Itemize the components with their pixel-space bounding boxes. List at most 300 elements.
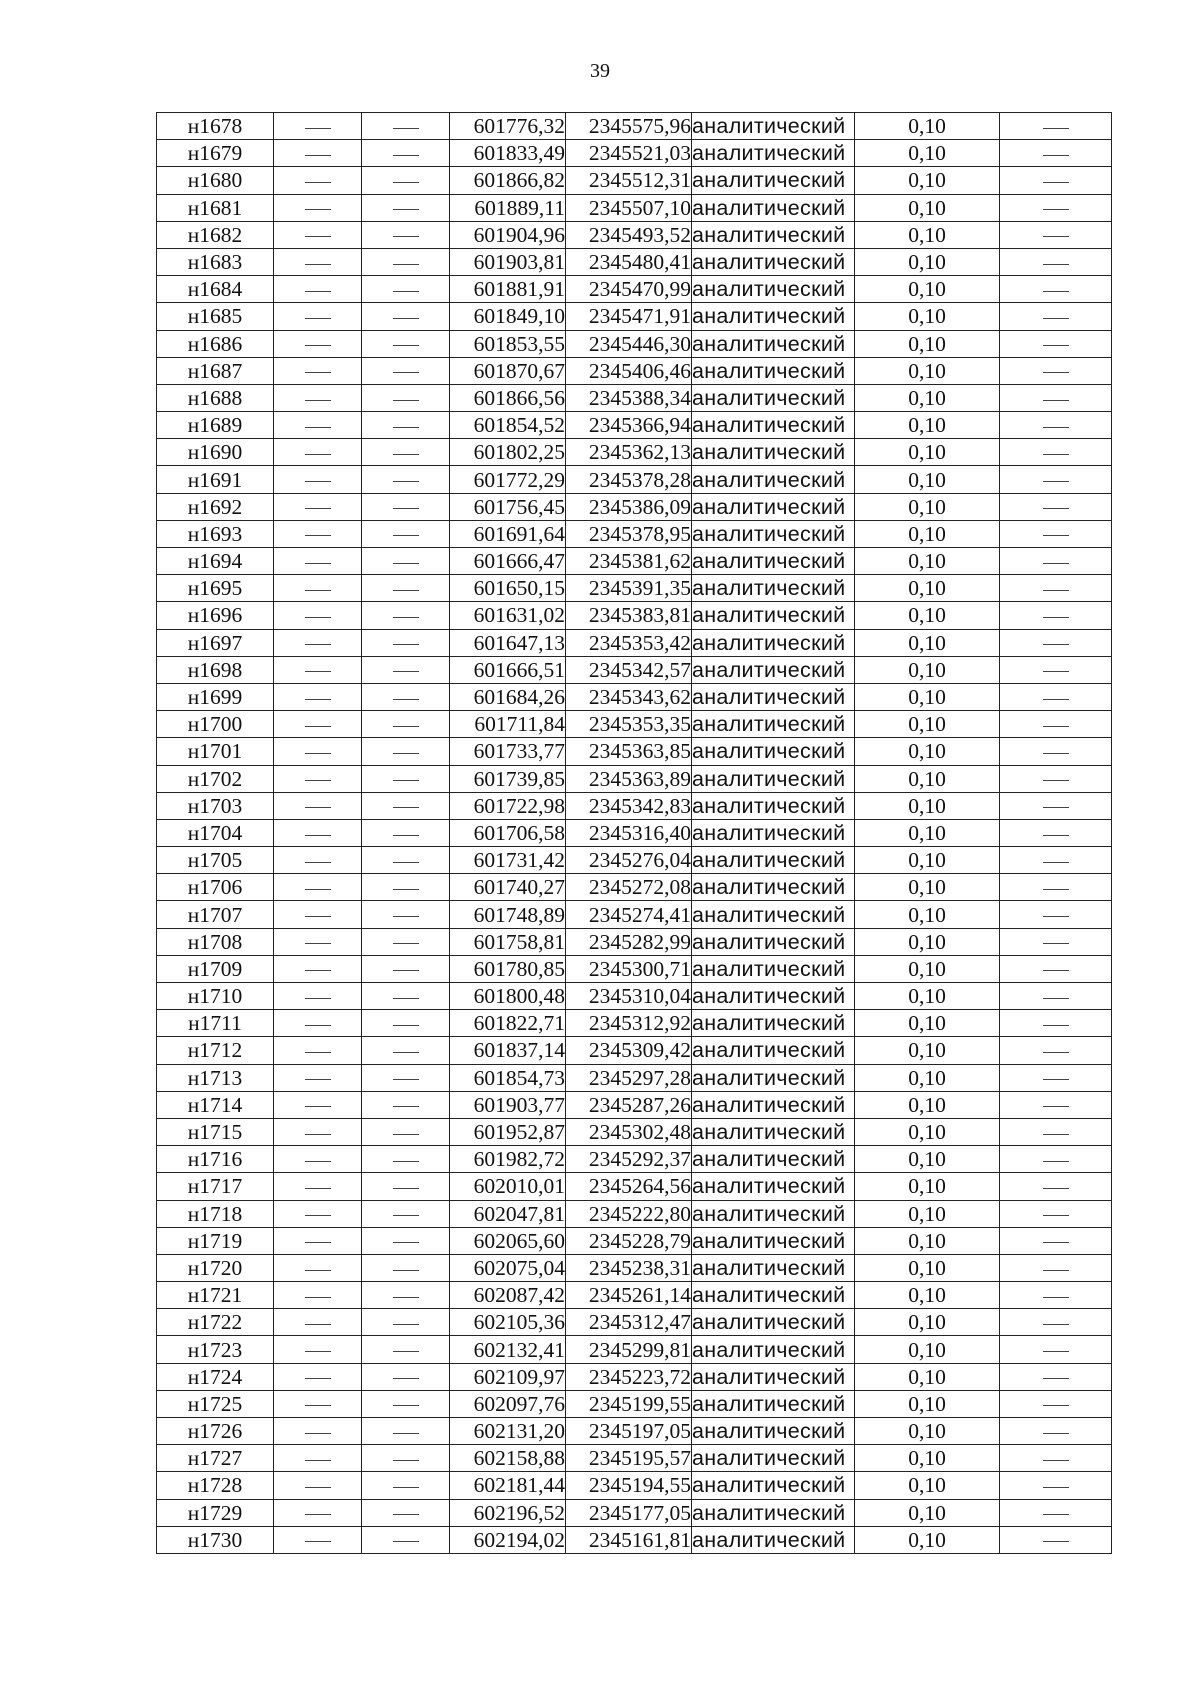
dash-mark xyxy=(1043,862,1069,863)
x-coordinate-cell: 601982,72 xyxy=(450,1146,566,1173)
accuracy-cell: 0,10 xyxy=(855,357,1000,384)
old-x-cell xyxy=(274,303,362,330)
x-coordinate-cell: 601854,52 xyxy=(450,412,566,439)
x-coordinate-cell: 601853,55 xyxy=(450,330,566,357)
dash-mark xyxy=(305,780,331,781)
dash-mark xyxy=(1043,1297,1069,1298)
y-coordinate-cell: 2345282,99 xyxy=(566,928,692,955)
description-cell xyxy=(1000,928,1112,955)
method-cell: аналитический xyxy=(692,629,855,656)
dash-mark xyxy=(305,291,331,292)
old-y-cell xyxy=(362,1254,450,1281)
old-x-cell xyxy=(274,1282,362,1309)
table-row xyxy=(157,901,1112,928)
dash-mark xyxy=(1043,699,1069,700)
dash-mark xyxy=(1043,535,1069,536)
dash-mark xyxy=(393,155,419,156)
accuracy-cell: 0,10 xyxy=(855,167,1000,194)
x-coordinate-cell: 602065,60 xyxy=(450,1227,566,1254)
table-row xyxy=(157,194,1112,221)
old-x-cell xyxy=(274,167,362,194)
description-cell xyxy=(1000,548,1112,575)
dash-mark xyxy=(1043,1378,1069,1379)
dash-mark xyxy=(393,1433,419,1434)
y-coordinate-cell: 2345378,28 xyxy=(566,466,692,493)
description-cell xyxy=(1000,466,1112,493)
method-cell: аналитический xyxy=(692,1200,855,1227)
x-coordinate-cell: 602105,36 xyxy=(450,1309,566,1336)
old-x-cell xyxy=(274,1037,362,1064)
dash-mark xyxy=(1043,128,1069,129)
table-row xyxy=(157,221,1112,248)
method-cell: аналитический xyxy=(692,602,855,629)
x-coordinate-cell: 601756,45 xyxy=(450,493,566,520)
old-y-cell xyxy=(362,928,450,955)
x-coordinate-cell: 601733,77 xyxy=(450,738,566,765)
old-y-cell xyxy=(362,575,450,602)
description-cell xyxy=(1000,140,1112,167)
dash-mark xyxy=(1043,590,1069,591)
dash-mark xyxy=(393,862,419,863)
x-coordinate-cell: 601748,89 xyxy=(450,901,566,928)
old-y-cell xyxy=(362,847,450,874)
table-row xyxy=(157,683,1112,710)
table-row xyxy=(157,602,1112,629)
accuracy-cell: 0,10 xyxy=(855,602,1000,629)
dash-mark xyxy=(1043,916,1069,917)
y-coordinate-cell: 2345228,79 xyxy=(566,1227,692,1254)
description-cell xyxy=(1000,1173,1112,1200)
method-cell: аналитический xyxy=(692,1146,855,1173)
table-row xyxy=(157,711,1112,738)
dash-mark xyxy=(305,264,331,265)
old-y-cell xyxy=(362,1390,450,1417)
old-x-cell xyxy=(274,276,362,303)
method-cell: аналитический xyxy=(692,466,855,493)
description-cell xyxy=(1000,1499,1112,1526)
old-y-cell xyxy=(362,167,450,194)
dash-mark xyxy=(393,1188,419,1189)
point-name-cell: н1687 xyxy=(157,357,274,384)
dash-mark xyxy=(393,400,419,401)
x-coordinate-cell: 601722,98 xyxy=(450,792,566,819)
dash-mark xyxy=(305,400,331,401)
x-coordinate-cell: 601870,67 xyxy=(450,357,566,384)
description-cell xyxy=(1000,439,1112,466)
x-coordinate-cell: 601837,14 xyxy=(450,1037,566,1064)
dash-mark xyxy=(305,1025,331,1026)
table-row xyxy=(157,276,1112,303)
old-y-cell xyxy=(362,548,450,575)
point-name-cell: н1702 xyxy=(157,765,274,792)
dash-mark xyxy=(305,644,331,645)
old-y-cell xyxy=(362,248,450,275)
description-cell xyxy=(1000,384,1112,411)
dash-mark xyxy=(1043,318,1069,319)
table-row xyxy=(157,1227,1112,1254)
old-y-cell xyxy=(362,466,450,493)
point-name-cell: н1701 xyxy=(157,738,274,765)
method-cell: аналитический xyxy=(692,1118,855,1145)
x-coordinate-cell: 602075,04 xyxy=(450,1254,566,1281)
coordinates-table xyxy=(156,112,1112,1554)
old-x-cell xyxy=(274,113,362,140)
dash-mark xyxy=(1043,753,1069,754)
dash-mark xyxy=(393,889,419,890)
table-row xyxy=(157,140,1112,167)
x-coordinate-cell: 601903,77 xyxy=(450,1091,566,1118)
old-y-cell xyxy=(362,140,450,167)
method-cell: аналитический xyxy=(692,384,855,411)
y-coordinate-cell: 2345161,81 xyxy=(566,1526,692,1553)
x-coordinate-cell: 601631,02 xyxy=(450,602,566,629)
dash-mark xyxy=(305,1487,331,1488)
dash-mark xyxy=(305,1215,331,1216)
y-coordinate-cell: 2345381,62 xyxy=(566,548,692,575)
dash-mark xyxy=(305,1405,331,1406)
dash-mark xyxy=(1043,1541,1069,1542)
y-coordinate-cell: 2345300,71 xyxy=(566,955,692,982)
dash-mark xyxy=(393,1079,419,1080)
x-coordinate-cell: 601650,15 xyxy=(450,575,566,602)
description-cell xyxy=(1000,167,1112,194)
point-name-cell: н1716 xyxy=(157,1146,274,1173)
point-name-cell: н1678 xyxy=(157,113,274,140)
old-y-cell xyxy=(362,1010,450,1037)
y-coordinate-cell: 2345575,96 xyxy=(566,113,692,140)
y-coordinate-cell: 2345353,42 xyxy=(566,629,692,656)
old-x-cell xyxy=(274,711,362,738)
old-x-cell xyxy=(274,1200,362,1227)
description-cell xyxy=(1000,221,1112,248)
old-y-cell xyxy=(362,1227,450,1254)
accuracy-cell: 0,10 xyxy=(855,792,1000,819)
description-cell xyxy=(1000,113,1112,140)
point-name-cell: н1723 xyxy=(157,1336,274,1363)
table-row xyxy=(157,656,1112,683)
description-cell xyxy=(1000,1526,1112,1553)
old-y-cell xyxy=(362,765,450,792)
description-cell xyxy=(1000,683,1112,710)
dash-mark xyxy=(305,1161,331,1162)
accuracy-cell: 0,10 xyxy=(855,1282,1000,1309)
old-y-cell xyxy=(362,738,450,765)
dash-mark xyxy=(305,943,331,944)
description-cell xyxy=(1000,901,1112,928)
point-name-cell: н1730 xyxy=(157,1526,274,1553)
table-row xyxy=(157,575,1112,602)
y-coordinate-cell: 2345343,62 xyxy=(566,683,692,710)
y-coordinate-cell: 2345470,99 xyxy=(566,276,692,303)
table-row xyxy=(157,1336,1112,1363)
method-cell: аналитический xyxy=(692,221,855,248)
description-cell xyxy=(1000,765,1112,792)
accuracy-cell: 0,10 xyxy=(855,1173,1000,1200)
description-cell xyxy=(1000,602,1112,629)
method-cell: аналитический xyxy=(692,1472,855,1499)
dash-mark xyxy=(1043,155,1069,156)
y-coordinate-cell: 2345272,08 xyxy=(566,874,692,901)
y-coordinate-cell: 2345378,95 xyxy=(566,520,692,547)
dash-mark xyxy=(1043,835,1069,836)
method-cell: аналитический xyxy=(692,303,855,330)
dash-mark xyxy=(393,1161,419,1162)
method-cell: аналитический xyxy=(692,874,855,901)
x-coordinate-cell: 601903,81 xyxy=(450,248,566,275)
old-y-cell xyxy=(362,683,450,710)
y-coordinate-cell: 2345312,47 xyxy=(566,1309,692,1336)
old-y-cell xyxy=(362,1309,450,1336)
old-x-cell xyxy=(274,384,362,411)
dash-mark xyxy=(305,889,331,890)
x-coordinate-cell: 602131,20 xyxy=(450,1418,566,1445)
dash-mark xyxy=(393,1487,419,1488)
method-cell: аналитический xyxy=(692,276,855,303)
x-coordinate-cell: 601800,48 xyxy=(450,983,566,1010)
old-y-cell xyxy=(362,1445,450,1472)
old-y-cell xyxy=(362,276,450,303)
table-row xyxy=(157,1064,1112,1091)
point-name-cell: н1713 xyxy=(157,1064,274,1091)
dash-mark xyxy=(305,535,331,536)
accuracy-cell: 0,10 xyxy=(855,493,1000,520)
dash-mark xyxy=(393,970,419,971)
method-cell: аналитический xyxy=(692,1010,855,1037)
description-cell xyxy=(1000,1390,1112,1417)
x-coordinate-cell: 601711,84 xyxy=(450,711,566,738)
dash-mark xyxy=(305,753,331,754)
x-coordinate-cell: 602087,42 xyxy=(450,1282,566,1309)
old-x-cell xyxy=(274,1064,362,1091)
dash-mark xyxy=(305,835,331,836)
old-y-cell xyxy=(362,1037,450,1064)
description-cell xyxy=(1000,656,1112,683)
dash-mark xyxy=(1043,617,1069,618)
dash-mark xyxy=(1043,1324,1069,1325)
old-x-cell xyxy=(274,901,362,928)
point-name-cell: н1717 xyxy=(157,1173,274,1200)
table-row xyxy=(157,1445,1112,1472)
y-coordinate-cell: 2345316,40 xyxy=(566,819,692,846)
method-cell: аналитический xyxy=(692,928,855,955)
x-coordinate-cell: 601866,56 xyxy=(450,384,566,411)
y-coordinate-cell: 2345521,03 xyxy=(566,140,692,167)
method-cell: аналитический xyxy=(692,819,855,846)
dash-mark xyxy=(1043,1052,1069,1053)
dash-mark xyxy=(393,1460,419,1461)
accuracy-cell: 0,10 xyxy=(855,466,1000,493)
point-name-cell: н1725 xyxy=(157,1390,274,1417)
table-row xyxy=(157,1146,1112,1173)
accuracy-cell: 0,10 xyxy=(855,221,1000,248)
x-coordinate-cell: 601739,85 xyxy=(450,765,566,792)
method-cell: аналитический xyxy=(692,955,855,982)
method-cell: аналитический xyxy=(692,1227,855,1254)
method-cell: аналитический xyxy=(692,1173,855,1200)
old-y-cell xyxy=(362,1472,450,1499)
accuracy-cell: 0,10 xyxy=(855,1309,1000,1336)
table-row xyxy=(157,1363,1112,1390)
dash-mark xyxy=(305,318,331,319)
accuracy-cell: 0,10 xyxy=(855,1118,1000,1145)
y-coordinate-cell: 2345194,55 xyxy=(566,1472,692,1499)
description-cell xyxy=(1000,1010,1112,1037)
old-y-cell xyxy=(362,711,450,738)
dash-mark xyxy=(393,454,419,455)
old-x-cell xyxy=(274,1173,362,1200)
y-coordinate-cell: 2345312,92 xyxy=(566,1010,692,1037)
description-cell xyxy=(1000,738,1112,765)
dash-mark xyxy=(1043,1079,1069,1080)
coordinates-table-body xyxy=(157,113,1112,1554)
point-name-cell: н1722 xyxy=(157,1309,274,1336)
accuracy-cell: 0,10 xyxy=(855,983,1000,1010)
accuracy-cell: 0,10 xyxy=(855,548,1000,575)
method-cell: аналитический xyxy=(692,683,855,710)
dash-mark xyxy=(1043,1106,1069,1107)
old-x-cell xyxy=(274,792,362,819)
y-coordinate-cell: 2345302,48 xyxy=(566,1118,692,1145)
old-y-cell xyxy=(362,1418,450,1445)
dash-mark xyxy=(1043,943,1069,944)
dash-mark xyxy=(393,481,419,482)
dash-mark xyxy=(1043,427,1069,428)
old-x-cell xyxy=(274,1336,362,1363)
method-cell: аналитический xyxy=(692,738,855,765)
old-x-cell xyxy=(274,439,362,466)
old-x-cell xyxy=(274,738,362,765)
x-coordinate-cell: 601822,71 xyxy=(450,1010,566,1037)
y-coordinate-cell: 2345471,91 xyxy=(566,303,692,330)
accuracy-cell: 0,10 xyxy=(855,656,1000,683)
dash-mark xyxy=(1043,454,1069,455)
old-x-cell xyxy=(274,1091,362,1118)
accuracy-cell: 0,10 xyxy=(855,629,1000,656)
dash-mark xyxy=(305,427,331,428)
description-cell xyxy=(1000,1118,1112,1145)
table-row xyxy=(157,1526,1112,1553)
accuracy-cell: 0,10 xyxy=(855,1037,1000,1064)
accuracy-cell: 0,10 xyxy=(855,819,1000,846)
dash-mark xyxy=(305,998,331,999)
accuracy-cell: 0,10 xyxy=(855,874,1000,901)
table-row xyxy=(157,303,1112,330)
dash-mark xyxy=(305,1270,331,1271)
page-number: 39 xyxy=(590,60,610,82)
accuracy-cell: 0,10 xyxy=(855,1526,1000,1553)
y-coordinate-cell: 2345362,13 xyxy=(566,439,692,466)
accuracy-cell: 0,10 xyxy=(855,847,1000,874)
accuracy-cell: 0,10 xyxy=(855,1390,1000,1417)
accuracy-cell: 0,10 xyxy=(855,683,1000,710)
point-name-cell: н1697 xyxy=(157,629,274,656)
dash-mark xyxy=(305,1188,331,1189)
table-row xyxy=(157,819,1112,846)
point-name-cell: н1724 xyxy=(157,1363,274,1390)
accuracy-cell: 0,10 xyxy=(855,439,1000,466)
method-cell: аналитический xyxy=(692,656,855,683)
point-name-cell: н1682 xyxy=(157,221,274,248)
dash-mark xyxy=(305,236,331,237)
table-row xyxy=(157,330,1112,357)
old-x-cell xyxy=(274,1390,362,1417)
point-name-cell: н1712 xyxy=(157,1037,274,1064)
method-cell: аналитический xyxy=(692,439,855,466)
dash-mark xyxy=(305,617,331,618)
dash-mark xyxy=(1043,508,1069,509)
method-cell: аналитический xyxy=(692,847,855,874)
old-y-cell xyxy=(362,1200,450,1227)
x-coordinate-cell: 601731,42 xyxy=(450,847,566,874)
y-coordinate-cell: 2345297,28 xyxy=(566,1064,692,1091)
accuracy-cell: 0,10 xyxy=(855,248,1000,275)
table-row xyxy=(157,1418,1112,1445)
old-y-cell xyxy=(362,221,450,248)
method-cell: аналитический xyxy=(692,194,855,221)
dash-mark xyxy=(305,862,331,863)
description-cell xyxy=(1000,194,1112,221)
dash-mark xyxy=(393,780,419,781)
table-row xyxy=(157,874,1112,901)
point-name-cell: н1694 xyxy=(157,548,274,575)
old-x-cell xyxy=(274,1118,362,1145)
description-cell xyxy=(1000,1445,1112,1472)
dash-mark xyxy=(393,1351,419,1352)
x-coordinate-cell: 601854,73 xyxy=(450,1064,566,1091)
description-cell xyxy=(1000,248,1112,275)
y-coordinate-cell: 2345299,81 xyxy=(566,1336,692,1363)
accuracy-cell: 0,10 xyxy=(855,575,1000,602)
x-coordinate-cell: 601776,32 xyxy=(450,113,566,140)
dash-mark xyxy=(393,835,419,836)
dash-mark xyxy=(305,1378,331,1379)
accuracy-cell: 0,10 xyxy=(855,303,1000,330)
x-coordinate-cell: 601889,11 xyxy=(450,194,566,221)
dash-mark xyxy=(393,1242,419,1243)
method-cell: аналитический xyxy=(692,1418,855,1445)
old-x-cell xyxy=(274,1146,362,1173)
description-cell xyxy=(1000,1472,1112,1499)
dash-mark xyxy=(305,1351,331,1352)
table-row xyxy=(157,439,1112,466)
old-y-cell xyxy=(362,1146,450,1173)
dash-mark xyxy=(1043,1433,1069,1434)
description-cell xyxy=(1000,711,1112,738)
accuracy-cell: 0,10 xyxy=(855,955,1000,982)
table-row xyxy=(157,1173,1112,1200)
y-coordinate-cell: 2345342,83 xyxy=(566,792,692,819)
point-name-cell: н1705 xyxy=(157,847,274,874)
description-cell xyxy=(1000,1227,1112,1254)
point-name-cell: н1683 xyxy=(157,248,274,275)
dash-mark xyxy=(393,1324,419,1325)
accuracy-cell: 0,10 xyxy=(855,738,1000,765)
y-coordinate-cell: 2345222,80 xyxy=(566,1200,692,1227)
x-coordinate-cell: 601684,26 xyxy=(450,683,566,710)
x-coordinate-cell: 601772,29 xyxy=(450,466,566,493)
x-coordinate-cell: 602196,52 xyxy=(450,1499,566,1526)
point-name-cell: н1708 xyxy=(157,928,274,955)
method-cell: аналитический xyxy=(692,711,855,738)
table-row xyxy=(157,1118,1112,1145)
old-x-cell xyxy=(274,575,362,602)
old-x-cell xyxy=(274,248,362,275)
x-coordinate-cell: 601706,58 xyxy=(450,819,566,846)
dash-mark xyxy=(393,671,419,672)
x-coordinate-cell: 601833,49 xyxy=(450,140,566,167)
dash-mark xyxy=(393,590,419,591)
dash-mark xyxy=(1043,807,1069,808)
